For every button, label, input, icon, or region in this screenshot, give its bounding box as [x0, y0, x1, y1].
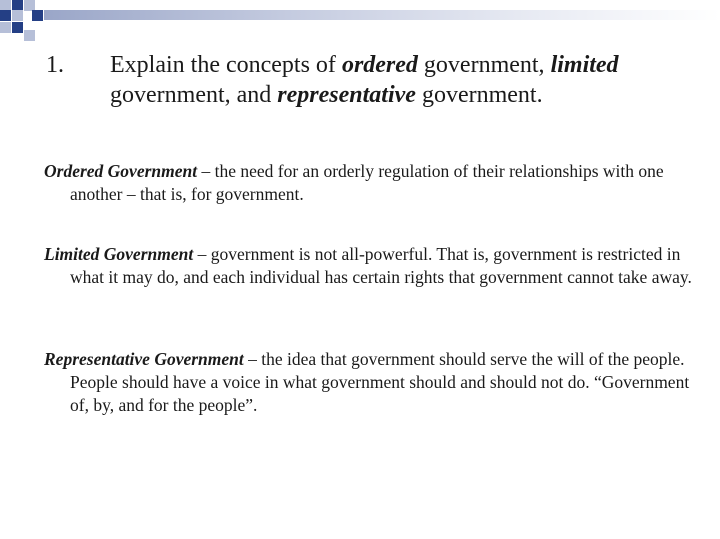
- decor-square: [24, 30, 35, 41]
- question-text: [110, 50, 670, 110]
- question-keyword-limited: limited: [550, 52, 619, 78]
- definition-limited-government: [44, 243, 700, 289]
- header-gradient-bar: [44, 10, 720, 20]
- definition-text: – the need for an orderly regulation of their relationships with one another – that is, for government.: [70, 161, 664, 204]
- question-number: 1.: [46, 52, 64, 78]
- question-keyword-representative: representative: [277, 82, 416, 108]
- definition-term: Limited Government: [44, 244, 194, 264]
- decor-square: [12, 22, 23, 33]
- definition-term: Ordered Government: [44, 161, 198, 181]
- decor-square: [0, 10, 11, 21]
- question-keyword-ordered: ordered: [341, 52, 418, 78]
- definition-text: – government is not all-powerful. That is, government is restricted in what it may do, and each individual has certain rights that government cannot take away.: [70, 244, 692, 287]
- question-text-segment: government.: [415, 82, 543, 108]
- definition-term: Representative Government: [44, 349, 244, 369]
- definition-representative-government: [44, 348, 700, 417]
- question-text-segment: Explain the concepts of: [110, 52, 342, 78]
- decor-square: [0, 22, 11, 33]
- question-text-segment: government, and: [110, 82, 278, 108]
- decor-square: [32, 10, 43, 21]
- definition-text: – the idea that government should serve the will of the people. People should have a voice in what government should and should not do. “Government of, by, and for the people”.: [70, 349, 690, 415]
- decor-square: [12, 10, 23, 21]
- question-text-segment: government,: [417, 52, 551, 78]
- definition-ordered-government: [44, 160, 700, 206]
